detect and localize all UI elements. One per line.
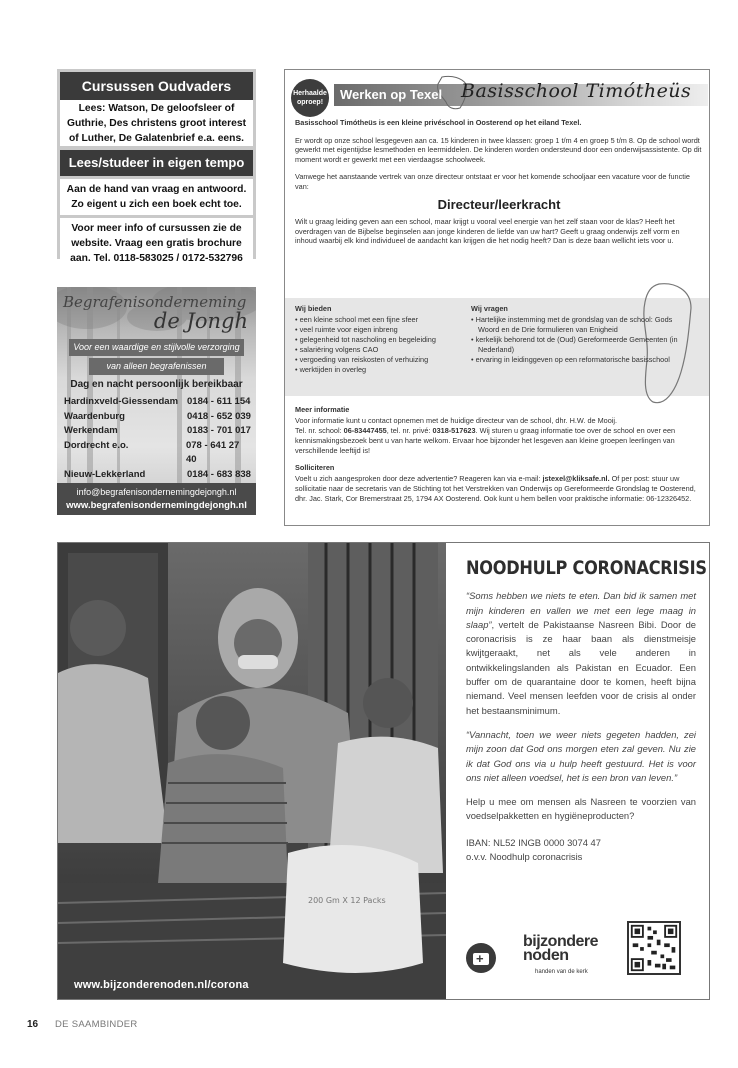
vacancy-para2: Vanwege het aanstaande vertrek van onze directeur ontstaat er voor het komende schooljaar een vacature voor de functie van: [295, 172, 690, 191]
location-phone: 0418 - 652 039 [187, 410, 251, 422]
apply-text-a: Voelt u zich aangesproken door deze advertentie? Reageren kan via e-mail: [295, 474, 543, 483]
corona-quote1 [466, 589, 696, 718]
school-phone: 06-83447455 [343, 426, 387, 435]
location-phone: 0184 - 683 838 [187, 468, 251, 480]
funeral-website[interactable]: www.begrafenisondernemingdejongh.nl [66, 500, 247, 511]
offer-list [295, 315, 471, 375]
magazine-name: DE SAAMBINDER [55, 1019, 138, 1030]
corona-appeal: Help u mee om mensen als Nasreen te voorzien van voedselpakketten en hygiëneproducten? [466, 796, 696, 822]
logo-tagline: handen van de kerk [535, 969, 588, 975]
location-phone: 0183 - 701 017 [187, 425, 251, 436]
offer-column [295, 304, 471, 375]
courses-info: Voor meer info of cursussen zie de website. Vraag een gratis brochure aan. Tel. 0118-583025 / 0172-532796 [60, 218, 253, 269]
location-place: Werkendam [64, 425, 118, 436]
courses-method [60, 179, 253, 215]
offer-item: • salariëring volgens CAO [295, 345, 379, 354]
funeral-slogan2: van alleen begrafenissen [89, 358, 224, 375]
funeral-footer [57, 483, 256, 515]
courses-line2: Zo eigent u zich een boek echt toe. [71, 199, 242, 210]
location-phone: 078 - 641 27 40 [185, 439, 240, 465]
offer-heading: Wij bieden [295, 304, 332, 313]
courses-reading: Lees: Watson, De geloofsleer of Guthrie, Des christens groot interest of Luther, De Galatenbrief e.a. eens. [60, 100, 253, 146]
bijzondere-noden-logo [523, 935, 598, 979]
apply-heading: Solliciteren [295, 463, 335, 472]
courses-title: Cursussen Oudvaders [60, 72, 253, 100]
family-photo [58, 543, 446, 1000]
logo-line1: bijzondere [523, 933, 599, 950]
ask-heading: Wij vragen [471, 304, 508, 313]
ad-vacancy [284, 69, 710, 526]
logo-line2: noden [523, 947, 569, 964]
funeral-contacts [61, 379, 252, 479]
location-row [61, 410, 252, 425]
info-text-b: Tel. nr. school: [295, 426, 344, 435]
quote1-tail: , vertelt de Pakistaanse Nasreen Bibi. Door de coronacrisis is ze haar baan als dienstmeisje kwijtgeraakt, net als vele anderen in ontwikkelingslanden als Pakistan en Ecuador. Een buffer om de quarantaine door te komen, heeft bijna niemand. Veel mensen leefden voor de crisis al onder het bestaansminimum. [466, 618, 696, 716]
ask-item: • Hartelijke instemming met de grondslag van de school: Gods Woord en de Drie formulieren van Enigheid [471, 315, 673, 334]
sack-text: 200 Gm X 12 Packs [308, 896, 386, 905]
courses-line1: Aan de hand van vraag en antwoord. [66, 184, 247, 195]
offer-item: • vergoeding van reiskosten of verhuizing [295, 355, 429, 364]
corona-iban: IBAN: NL52 INGB 0000 3074 47 [466, 836, 601, 848]
ad-courses [57, 69, 256, 264]
qr-code-icon[interactable] [627, 921, 681, 975]
location-place: Hardinxveld-Giessendam [64, 396, 179, 407]
funeral-logo-line2: de Jongh [153, 309, 248, 333]
offer-item: • werktijden in overleg [295, 365, 367, 374]
corona-quote2: “Vannacht, toen we weer niets gegeten hadden, zei mijn zoon dat God ons morgen eten zal geven. Nu zie ik dat God ons via u hulp heeft gestuurd. Het is voor ons niet alleen voedsel, het is een bron van leven.” [466, 728, 696, 783]
funeral-slogan [69, 339, 244, 375]
vacancy-body [295, 118, 703, 254]
corona-title: NOODHULP CORONACRISIS [466, 557, 707, 579]
ask-item: • kerkelijk behorend tot de (Oud) Gereformeerde Gemeenten (in Nederland) [471, 335, 678, 354]
page-number: 16 [27, 1019, 39, 1030]
ad-corona [57, 542, 710, 1000]
private-phone: 0318-517623 [432, 426, 476, 435]
first-aid-kit-icon [466, 943, 496, 973]
vacancy-header: Werken op Texel [340, 87, 443, 102]
info-heading: Meer informatie [295, 405, 350, 414]
ask-item: • ervaring in leidinggeven op een reformatorische basisschool [471, 355, 670, 364]
funeral-heading: Dag en nacht persoonlijk bereikbaar [70, 379, 243, 390]
vacancy-info [295, 405, 703, 511]
location-phone: 0184 - 611 154 [187, 396, 251, 407]
location-row [61, 439, 252, 468]
vacancy-para1: Er wordt op onze school lesgegeven aan ca. 15 kinderen in twee klassen: groep 1 t/m 4 en groep 5 t/m 8. Op de school wordt gewerkt met eigentijdse lesmethoden en leermiddelen. De kinderen worden ondersteund door een onderwijsassistente. Op dit moment wordt er gewerkt met een vierdaagse schoolweek. [295, 135, 702, 164]
funeral-logo-line1: Begrafenisonderneming [63, 293, 247, 311]
location-place: Dordrecht e.o. [64, 439, 129, 451]
ask-column [471, 304, 681, 375]
corona-logos [466, 921, 696, 981]
funeral-slogan1: Voor een waardige en stijlvolle verzorging [69, 339, 244, 356]
ask-list [471, 315, 681, 365]
vacancy-lead: Basisschool Timótheüs is een kleine privéschool in Oosterend op het eiland Texel. [295, 118, 582, 127]
offer-item: • gelegenheid tot nascholing en begeleiding [295, 335, 436, 344]
apply-email[interactable]: jstexel@kliksafe.nl. [542, 474, 610, 483]
job-title: Directeur/leerkracht [437, 196, 561, 212]
info-text [295, 416, 703, 456]
info-text-a: Voor informatie kunt u contact opnemen met de huidige directeur van de school, dhr. H.W. de Mooij. [295, 416, 618, 425]
location-place: Waardenburg [64, 410, 125, 422]
corona-url[interactable]: www.bijzonderenoden.nl/corona [74, 979, 249, 991]
offer-item: • een kleine school met een fijne sfeer [295, 315, 419, 324]
location-row [61, 395, 252, 410]
school-name: Basisschool Timótheüs [461, 80, 692, 102]
apply-text-b: Of per post: stuur uw sollicitatie naar de secretaris van de Stichting tot het Verstrekken van Onderwijs op Gereformeerde Grondslag te Oosterend, dhr. Jac. Stark, Cor Bremerstraat 25, 1794 AX Oosterend. Ook kunt u hem bellen voor praktische informatie: 06-12326452. [295, 474, 696, 503]
apply-text [295, 474, 703, 504]
info-text-d: . Wij sturen u graag informatie toe over de school en over een kennismakingsbezoek bent u van harte welkom. Ervaar hoe bijzonder het lesgeven aan kleine groepen leerlingen van verschillende leeftijd is! [295, 426, 676, 455]
info-text-c: , tel. nr. privé: [386, 426, 433, 435]
corona-ovv: o.v.v. Noodhulp coronacrisis [466, 851, 583, 863]
photo-illustration [58, 543, 446, 1000]
corona-text [466, 557, 707, 864]
location-row [61, 424, 252, 439]
ad-funeral [57, 287, 256, 515]
location-place: Nieuw-Lekkerland [64, 468, 146, 480]
vacancy-badge: Herhaalde oproep! [291, 79, 329, 117]
offer-item: • veel ruimte voor eigen inbreng [295, 325, 398, 334]
quote1-text: “Soms hebben we niets te eten. Dan bid ik samen met mijn kinderen en vallen we met een lege maag in slaap” [466, 590, 696, 630]
location-row [61, 468, 252, 483]
vacancy-columns [295, 304, 703, 375]
funeral-email[interactable]: info@begrafenisondernemingdejongh.nl [76, 487, 237, 497]
vacancy-para3: Wilt u graag leiding geven aan een school, maar krijgt u vooral veel energie van het zelf staan voor de klas? Heeft het overdragen van de Bijbelse beginselen aan jonge kinderen de liefde van uw hart? Geeft u graag onderwijs zelf vorm en inhoud waarbij elk kind individueel de aandacht kan krijgen die het nodig heeft? Dan is deze baan wellicht iets voor u. [295, 217, 680, 246]
courses-subtitle: Lees/studeer in eigen tempo [60, 150, 253, 176]
